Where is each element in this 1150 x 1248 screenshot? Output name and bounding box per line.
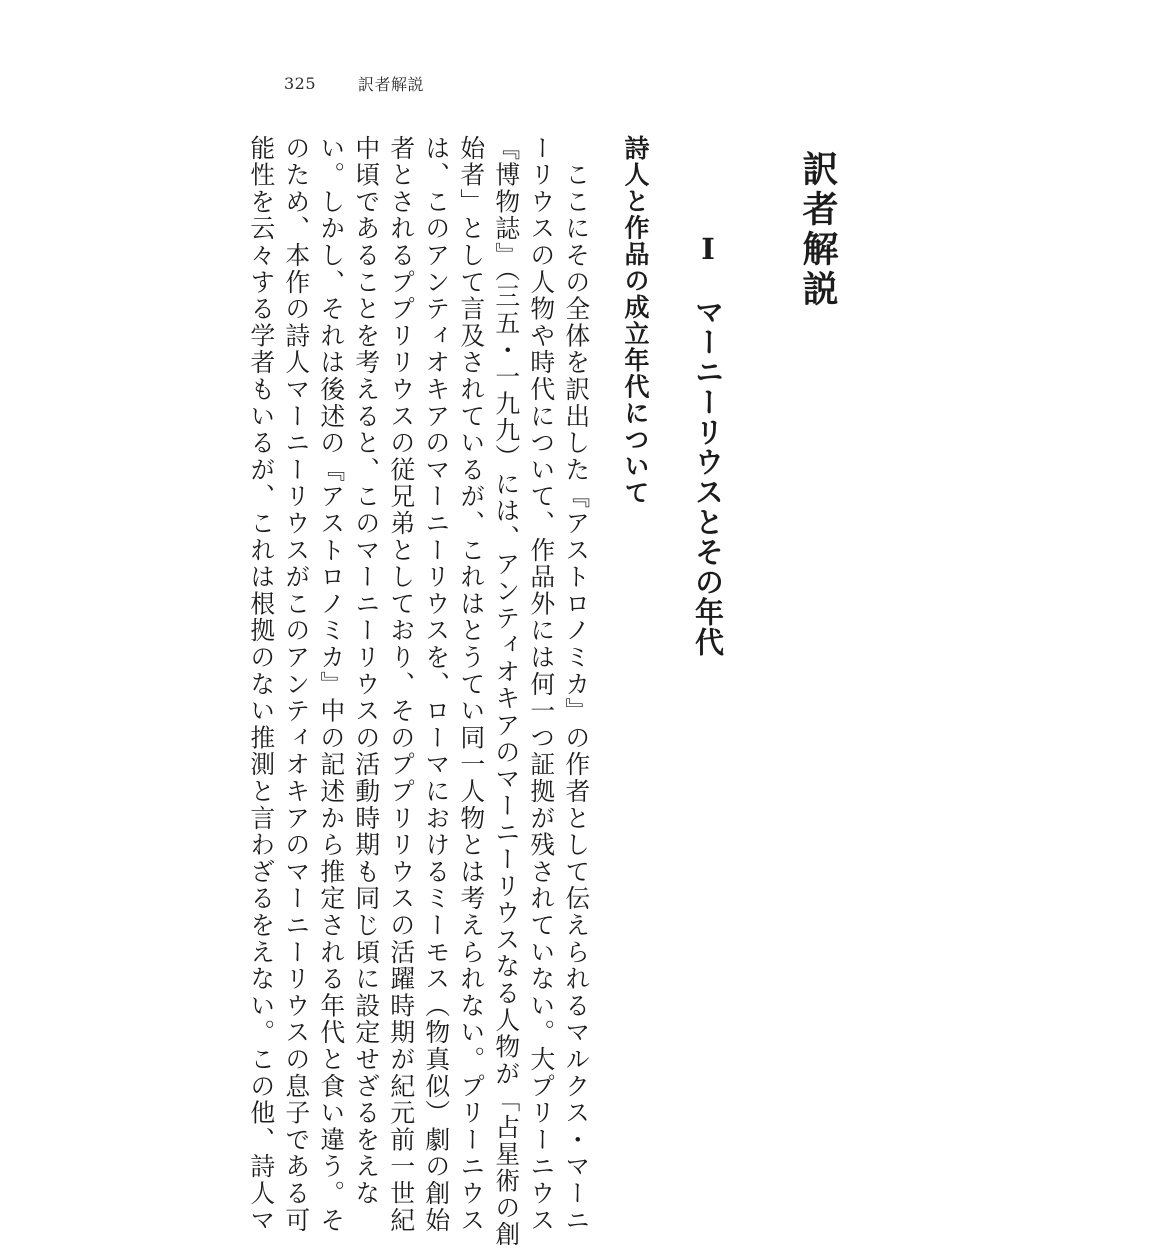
page-number: 325 bbox=[284, 73, 317, 93]
running-title: 訳者解説 bbox=[358, 74, 425, 94]
body-column-7: 中頃であることを考えると、このマーニーリウスの活動時期も同じ頃に設定せざるをえな bbox=[351, 135, 381, 1207]
body-column-3: 『博物誌』（三五・一九九）には、アンティオキアのマーニーリウスなる人物が「占星術の創 bbox=[491, 135, 521, 1248]
section-heading: Ⅰ マーニーリウスとその年代 bbox=[691, 232, 725, 657]
body-column-4: 始者」として言及されているが、これはとうてい同一人物とは考えられない。プリーニウス bbox=[456, 135, 486, 1234]
body-column-5: は、このアンティオキアのマーニーリウスを、ローマにおけるミーモス（物真似）劇の創始 bbox=[421, 135, 451, 1234]
subsection-heading: 詩人と作品の成立年代について bbox=[621, 135, 650, 506]
running-header bbox=[284, 70, 424, 96]
body-column-8: い。しかし、それは後述の『アストロノミカ』中の記述から推定される年代と食い違う。そ bbox=[316, 135, 346, 1234]
body-column-6: 者とされるププリリウスの従兄弟としており、そのププリリウスの活躍時期が紀元前一世紀 bbox=[386, 135, 416, 1234]
body-column-1: ここにその全体を訳出した『アストロノミカ』の作者として伝えられるマルクス・マーニ bbox=[561, 135, 591, 1234]
chapter-title: 訳者解説 bbox=[797, 150, 839, 310]
body-column-10: 能性を云々する学者もいるが、これは根拠のない推測と言わざるをえない。この他、詩人マ bbox=[246, 135, 276, 1234]
body-column-9: のため、本作の詩人マーニーリウスがこのアンティオキアのマーニーリウスの息子である可 bbox=[281, 135, 311, 1234]
body-column-2: ーリウスの人物や時代について、作品外には何一つ証拠が残されていない。大プリーニウス bbox=[526, 135, 556, 1234]
